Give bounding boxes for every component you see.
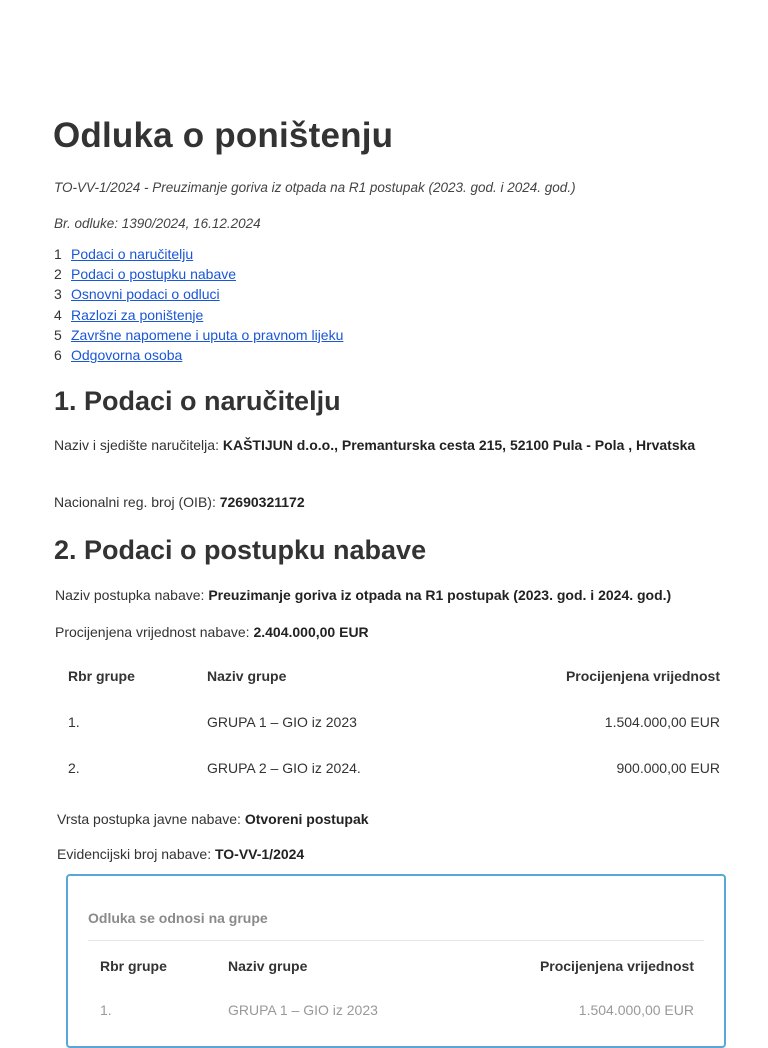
scope-box-title: Odluka se odnosi na grupe [88, 910, 268, 926]
toc-number: 2 [54, 266, 62, 283]
toc-number: 1 [54, 246, 62, 262]
table-row [68, 760, 720, 806]
contracting-authority-field [54, 434, 714, 456]
section-heading-postupak: 2. Podaci o postupku nabave [54, 535, 427, 565]
column-header: Procijenjena vrijednost [565, 668, 720, 684]
column-header: Naziv grupe [207, 668, 287, 684]
toc-link-razlozi[interactable]: Razlozi za poništenje [71, 306, 204, 323]
oib-field [54, 491, 305, 513]
table-of-contents [54, 244, 343, 365]
procedure-type-field [57, 808, 369, 830]
column-header: Procijenjena vrijednost [539, 958, 694, 974]
toc-item-1 [54, 244, 343, 264]
field-label: Nacionalni reg. broj (OIB): [54, 494, 216, 510]
table-cell: GRUPA 1 – GIO iz 2023 [207, 714, 357, 730]
toc-number: 6 [54, 346, 62, 363]
table-header-row [68, 668, 720, 714]
groups-table [68, 668, 720, 806]
table-cell: 900.000,00 EUR [616, 760, 720, 776]
section-heading-narucitelj: 1. Podaci o naručitelju [54, 386, 341, 416]
estimated-value-field [55, 621, 369, 643]
column-header: Rbr grupe [100, 958, 167, 974]
toc-link-podaci-o-narucitelju[interactable]: Podaci o naručitelju [71, 246, 194, 262]
toc-link-odgovorna-osoba[interactable]: Odgovorna osoba [71, 346, 183, 363]
decision-scope-box [66, 874, 726, 1048]
toc-item-4 [54, 305, 343, 325]
page-title: Odluka o poništenju [53, 116, 394, 155]
toc-number: 4 [54, 306, 62, 323]
column-header: Rbr grupe [68, 668, 135, 684]
divider [88, 940, 704, 941]
field-label: Evidencijski broj nabave: [57, 846, 212, 862]
toc-item-2 [54, 264, 343, 284]
toc-item-3 [54, 284, 343, 304]
table-cell: 1.504.000,00 EUR [604, 714, 720, 730]
field-label: Naziv i sjedište naručitelja: [54, 437, 219, 453]
field-value: 2.404.000,00 EUR [253, 624, 369, 640]
toc-number: 5 [54, 326, 62, 343]
table-row [68, 714, 720, 760]
toc-item-5 [54, 325, 343, 345]
table-row [100, 1002, 694, 1046]
field-label: Procijenjena vrijednost nabave: [55, 624, 250, 640]
table-cell: 2. [68, 760, 80, 776]
column-header: Naziv grupe [228, 958, 308, 974]
toc-link-osnovni-podaci[interactable]: Osnovni podaci o odluci [71, 286, 220, 303]
field-value: Preuzimanje goriva iz otpada na R1 postupak (2023. god. i 2024. god.) [208, 587, 672, 603]
registry-number-field [57, 843, 304, 865]
table-cell: 1. [100, 1002, 112, 1018]
toc-item-6 [54, 345, 343, 365]
table-header-row [100, 958, 694, 1002]
table-cell: 1. [68, 714, 80, 730]
decision-number: Br. odluke: 1390/2024, 16.12.2024 [54, 216, 261, 231]
toc-number: 3 [54, 286, 62, 303]
field-value: TO-VV-1/2024 [214, 846, 305, 862]
field-label: Naziv postupka nabave: [55, 587, 205, 603]
toc-link-zavrsne-napomene[interactable]: Završne napomene i uputa o pravnom lijeku [71, 326, 344, 343]
table-cell: GRUPA 2 – GIO iz 2024. [207, 760, 361, 776]
procurement-name-field [55, 584, 671, 606]
table-cell: 1.504.000,00 EUR [578, 1002, 694, 1018]
field-label: Vrsta postupka javne nabave: [57, 811, 241, 827]
toc-link-podaci-o-postupku[interactable]: Podaci o postupku nabave [71, 266, 237, 283]
table-cell: GRUPA 1 – GIO iz 2023 [228, 1002, 378, 1018]
scope-groups-table [100, 958, 694, 1046]
field-value: Otvoreni postupak [244, 811, 369, 827]
field-value: 72690321172 [219, 494, 305, 510]
field-value: KAŠTIJUN d.o.o., Premanturska cesta 215, 52100 Pula - Pola , Hrvatska [222, 437, 696, 453]
procurement-subtitle: TO-VV-1/2024 - Preuzimanje goriva iz otpada na R1 postupak (2023. god. i 2024. god.) [54, 180, 576, 195]
